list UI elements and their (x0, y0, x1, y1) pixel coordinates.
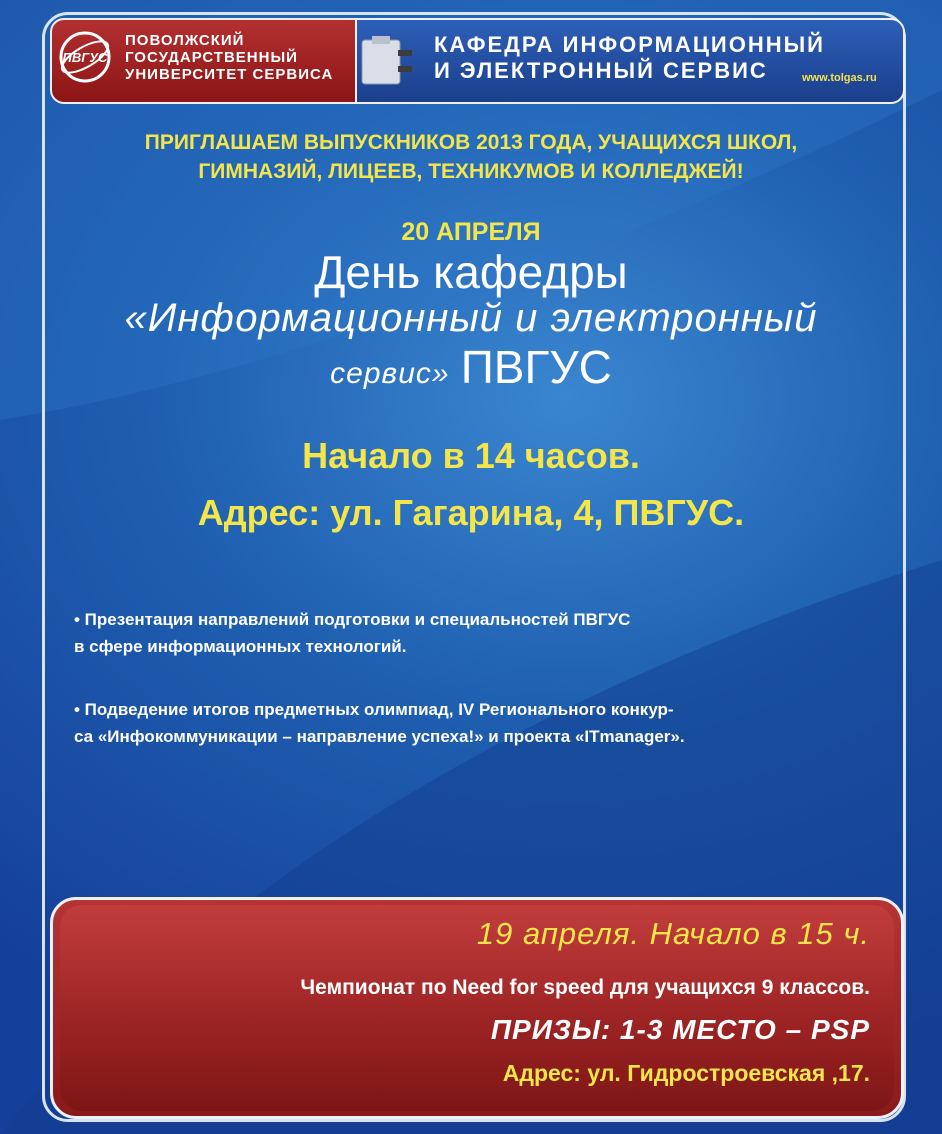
event-title-pvgus: ПВГУС (460, 341, 612, 393)
university-name-line2: ГОСУДАРСТВЕННЫЙ (125, 49, 298, 66)
bullet-item-results (74, 696, 894, 750)
invitation-line1: ПРИГЛАШАЕМ ВЫПУСКНИКОВ 2013 ГОДА, УЧАЩИХСЯ ШКОЛ, (144, 131, 798, 154)
logo-text: ПВГУС (62, 50, 108, 65)
prizes-text: ПРИЗЫ: 1-3 МЕСТО – PSP (490, 1014, 870, 1045)
invitation-text (60, 128, 882, 186)
bottom-address: Адрес: ул. Гидростроевская ,17. (502, 1060, 870, 1086)
university-name (125, 32, 333, 83)
bullet-line: • Подведение итогов предметных олимпиад, IV Регионального конкур- (74, 700, 674, 719)
department-name-line1: КАФЕДРА ИНФОРМАЦИОННЫЙ (434, 32, 825, 57)
bullet-line: • Презентация направлений подготовки и специальностей ПВГУС (74, 610, 631, 629)
event-title-line1: День кафедры (314, 246, 628, 298)
university-logo-icon (56, 28, 114, 86)
university-name-line3: УНИВЕРСИТЕТ СЕРВИСА (125, 66, 334, 83)
championship-text: Чемпионат по Need for speed для учащихся 9 классов. (300, 976, 870, 999)
event-title-stylized: сервис» (330, 357, 450, 390)
department-name-line2: И ЭЛЕКТРОННЫЙ СЕРВИС (434, 58, 768, 83)
event-title-line3 (0, 341, 942, 400)
bullet-line: са «Инфокоммуникации – направление успеха!» и проекта «ITmanager». (74, 727, 685, 746)
event-start-time: Начало в 14 часов. (302, 435, 640, 476)
plug-icon (358, 34, 418, 90)
invitation-line2: ГИМНАЗИЙ, ЛИЦЕЕВ, ТЕХНИКУМОВ И КОЛЛЕДЖЕЙ! (198, 160, 744, 183)
event-title-line2: «Информационный и электронный (124, 296, 818, 340)
bullet-item-presentation (74, 606, 894, 660)
event-date: 20 АПРЕЛЯ (401, 218, 541, 246)
website-link[interactable]: www.tolgas.ru (802, 72, 877, 84)
university-name-line1: ПОВОЛЖСКИЙ (125, 32, 245, 49)
department-name (434, 32, 825, 84)
bottom-event-date: 19 апреля. Начало в 15 ч. (476, 916, 870, 951)
event-address: Адрес: ул. Гагарина, 4, ПВГУС. (197, 492, 745, 533)
bullet-line: в сфере информационных технологий. (74, 637, 407, 656)
